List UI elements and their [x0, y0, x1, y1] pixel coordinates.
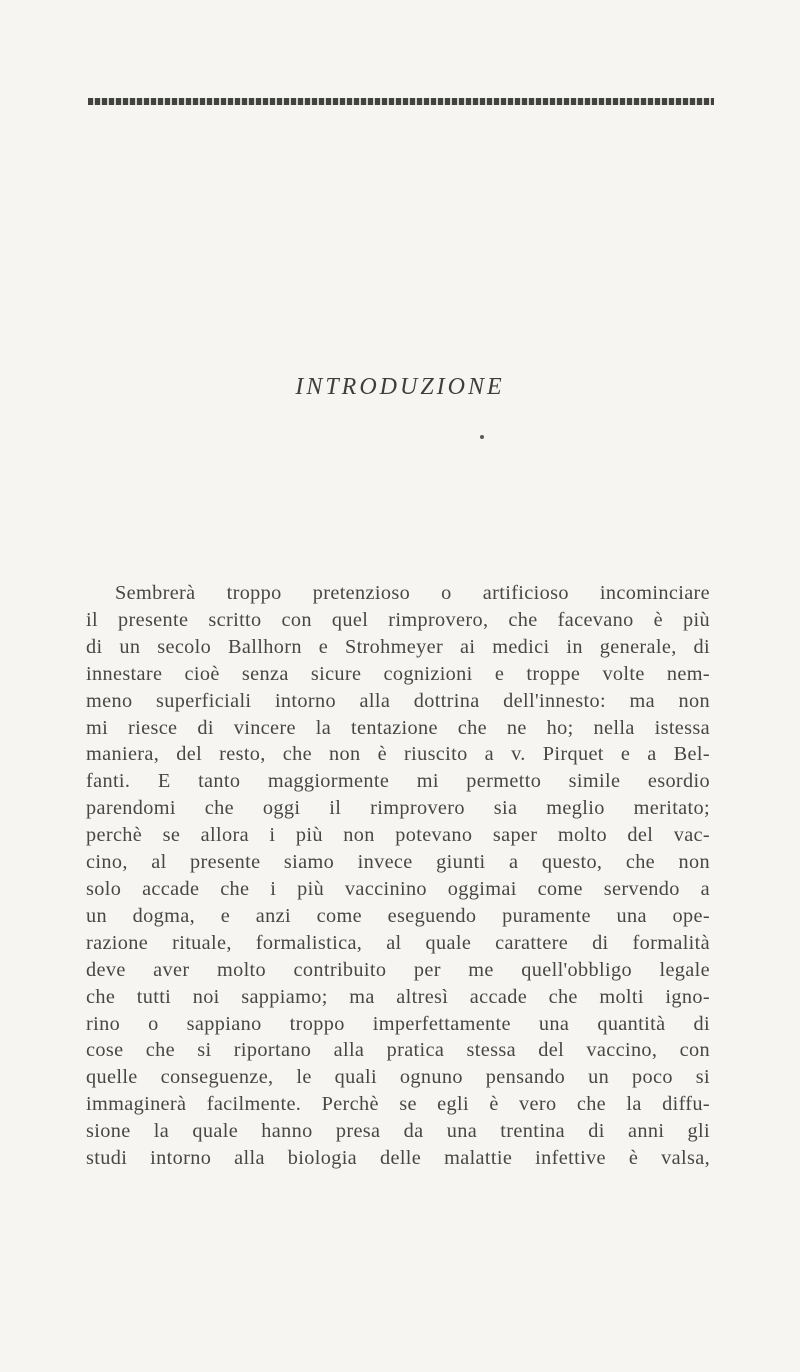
text-line: immaginerà facilmente. Perchè se egli è vero che la diffu- [86, 1093, 710, 1116]
text-line: solo accade che i più vaccinino oggimai come servendo a [86, 877, 710, 900]
text-line: cose che si riportano alla pratica stessa del vaccino, con [86, 1039, 710, 1062]
text-line: meno superficiali intorno alla dottrina dell'innesto: ma non [86, 689, 710, 712]
text-line: parendomi che oggi il rimprovero sia meglio meritato; [86, 797, 710, 820]
text-line: razione rituale, formalistica, al quale carattere di formalità [86, 931, 710, 954]
text-line: cino, al presente siamo invece giunti a questo, che non [86, 851, 710, 874]
text-line: quelle conseguenze, le quali ognuno pensando un poco si [86, 1066, 710, 1089]
body-paragraph [86, 580, 710, 1172]
text-line: sione la quale hanno presa da una trentina di anni gli [86, 1120, 710, 1143]
text-line: Sembrerà troppo pretenzioso o artificioso incominciare [115, 582, 710, 604]
text-line: un dogma, e anzi come eseguendo puramente una ope- [86, 904, 710, 927]
text-line: deve aver molto contribuito per me quell'obbligo legale [86, 958, 710, 981]
text-line: maniera, del resto, che non è riuscito a v. Pirquet e a Bel- [86, 743, 710, 766]
text-line: di un secolo Ballhorn e Strohmeyer ai medici in generale, di [86, 635, 710, 658]
text-line: mi riesce di vincere la tentazione che ne ho; nella istessa [86, 716, 710, 739]
text-line: rino o sappiano troppo imperfettamente una quantità di [86, 1012, 710, 1035]
text-line: innestare cioè senza sicure cognizioni e troppe volte nem- [86, 662, 710, 685]
decorative-top-rule [88, 98, 714, 105]
text-line: il presente scritto con quel rimprovero, che facevano è più [86, 608, 710, 631]
text-line: perchè se allora i più non potevano saper molto del vac- [86, 824, 710, 847]
text-line: che tutti noi sappiamo; ma altresì accade che molti igno- [86, 985, 710, 1008]
text-line: fanti. E tanto maggiormente mi permetto simile esordio [86, 770, 710, 793]
text-line: studi intorno alla biologia delle malattie infettive è valsa, [86, 1147, 710, 1170]
page-title: INTRODUZIONE [295, 374, 505, 400]
print-speck [480, 435, 484, 439]
